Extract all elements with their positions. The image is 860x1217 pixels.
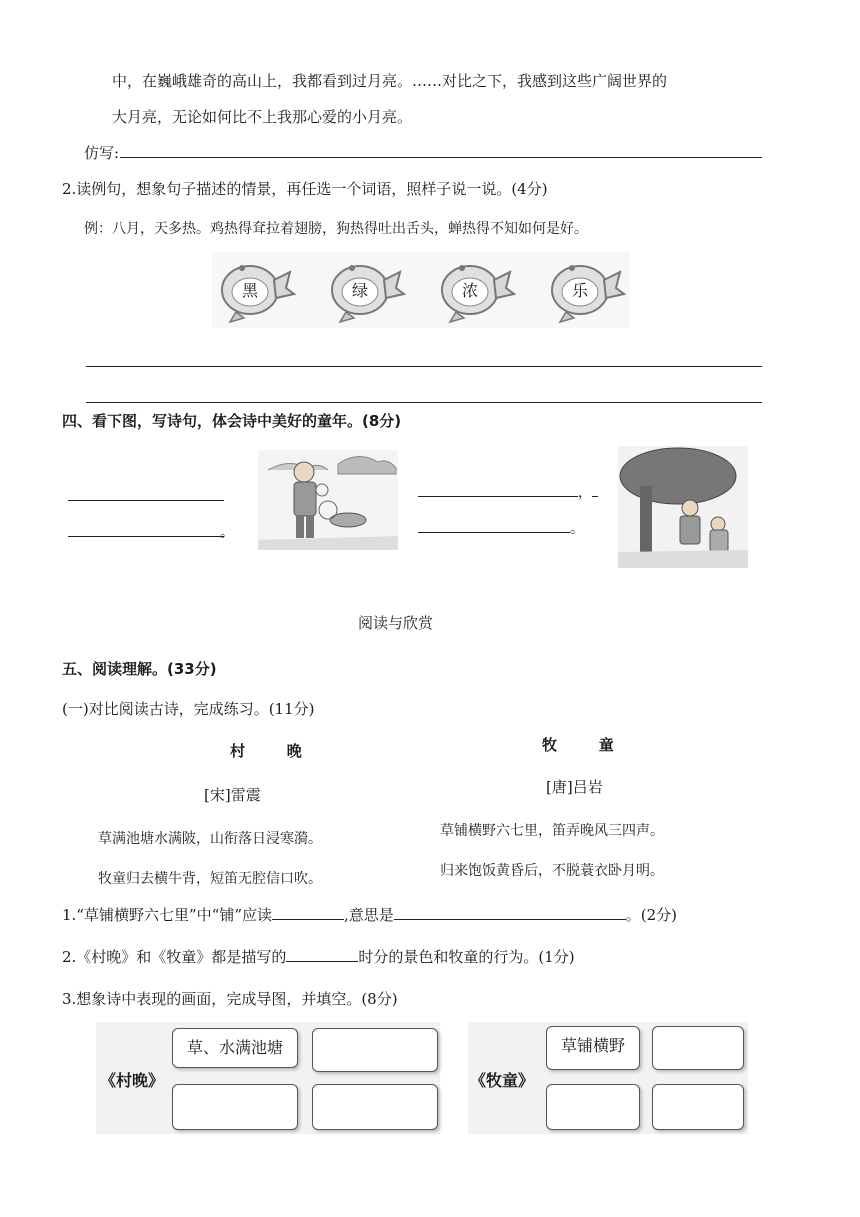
passage-line-2: 大月亮，无论如何比不上我那心爱的小月亮。	[112, 108, 413, 126]
section5-part1-title: (一)对比阅读古诗，完成练习。(11分)	[62, 700, 315, 718]
question-2-part-b: 时分的景色和牧童的行为。(1分)	[358, 948, 575, 966]
poem2-line-1: 草铺横野六七里，笛弄晚风三四声。	[440, 823, 664, 839]
poem1-line-2: 牧童归去横牛背，短笛无腔信口吹。	[98, 871, 322, 887]
question-1-part-b: ,意思是	[344, 906, 394, 924]
passage-line-1: 中，在巍峨雄奇的高山上，我都看到过月亮。……对比之下，我感到这些广阔世界的	[112, 72, 668, 90]
question-3: 3.想象诗中表现的画面，完成导图，并填空。(8分)	[62, 990, 398, 1008]
bird-word-4	[546, 254, 626, 326]
mindmap-right-box-4[interactable]	[652, 1084, 744, 1130]
section4-title: 四、看下图，写诗句，体会诗中美好的童年。(8分)	[62, 412, 402, 430]
mindmap-right-box-3[interactable]	[546, 1084, 640, 1130]
picture-tree-scene	[618, 446, 748, 568]
mindmap-left-label: 《村晚》	[100, 1071, 165, 1090]
question-2	[62, 946, 575, 967]
poem-answer-line-2[interactable]	[68, 536, 224, 537]
bird-word-1	[216, 254, 296, 326]
poem2-author: [唐]吕岩	[546, 778, 603, 796]
reading-heading: 阅读与欣赏	[358, 614, 434, 632]
question-1-part-a: 1.“草铺横野六七里”中“铺”应读	[62, 906, 272, 924]
mindmap-right-box-1: 草铺横野	[546, 1026, 640, 1070]
tree-scene-illustration	[618, 446, 748, 568]
mindmap-right-box-2[interactable]	[652, 1026, 744, 1070]
poem-period-2: 。	[570, 521, 584, 537]
poem-answer-line-3[interactable]	[418, 496, 578, 497]
mindmap-left-box-3[interactable]	[172, 1084, 298, 1130]
mindmap-right-label: 《牧童》	[470, 1071, 535, 1090]
bird-word-label: 黑	[241, 281, 258, 300]
imitate-answer-line[interactable]	[120, 157, 762, 158]
mindmap-left-box-2[interactable]	[312, 1028, 438, 1072]
poem1-author: [宋]雷震	[204, 786, 261, 804]
poem-period-1: 。	[220, 525, 234, 541]
poem1-title: 村 晚	[230, 742, 302, 760]
pronunciation-blank[interactable]	[272, 905, 344, 920]
section5-title: 五、阅读理解。(33分)	[62, 660, 217, 678]
time-blank[interactable]	[286, 947, 358, 962]
child-bubbles-illustration	[258, 450, 398, 550]
q2-title: 2.读例句，想象句子描述的情景，再任选一个词语，照样子说一说。(4分)	[62, 180, 548, 198]
mindmap-left-box-4[interactable]	[312, 1084, 438, 1130]
question-1-part-c: 。(2分)	[625, 906, 678, 924]
poem-answer-line-1[interactable]	[68, 500, 224, 501]
q2-answer-line-2[interactable]	[86, 402, 762, 403]
poem2-title: 牧 童	[542, 736, 614, 754]
bird-word-3	[436, 254, 516, 326]
q2-answer-line-1[interactable]	[86, 366, 762, 367]
bird-word-label: 乐	[571, 281, 588, 300]
poem-answer-line-3-tail	[592, 496, 598, 497]
poem1-line-1: 草满池塘水满陂，山衔落日浸寒漪。	[98, 831, 322, 847]
meaning-blank[interactable]	[394, 905, 626, 920]
poem-comma: ，	[578, 485, 592, 501]
imitate-label: 仿写:	[84, 144, 120, 162]
q2-example: 例：八月，天多热。鸡热得耷拉着翅膀，狗热得吐出舌头，蝉热得不知如何是好。	[84, 221, 588, 237]
picture-child-bubbles	[258, 450, 398, 550]
mindmap-left-box-1: 草、水满池塘	[172, 1028, 298, 1068]
bird-word-label: 浓	[461, 281, 478, 300]
bird-word-2	[326, 254, 406, 326]
question-1	[62, 904, 677, 925]
poem-answer-line-4[interactable]	[418, 532, 570, 533]
poem2-line-2: 归来饱饭黄昏后，不脱蓑衣卧月明。	[440, 863, 664, 879]
question-2-part-a: 2.《村晚》和《牧童》都是描写的	[62, 948, 287, 966]
bird-word-label: 绿	[351, 281, 368, 300]
